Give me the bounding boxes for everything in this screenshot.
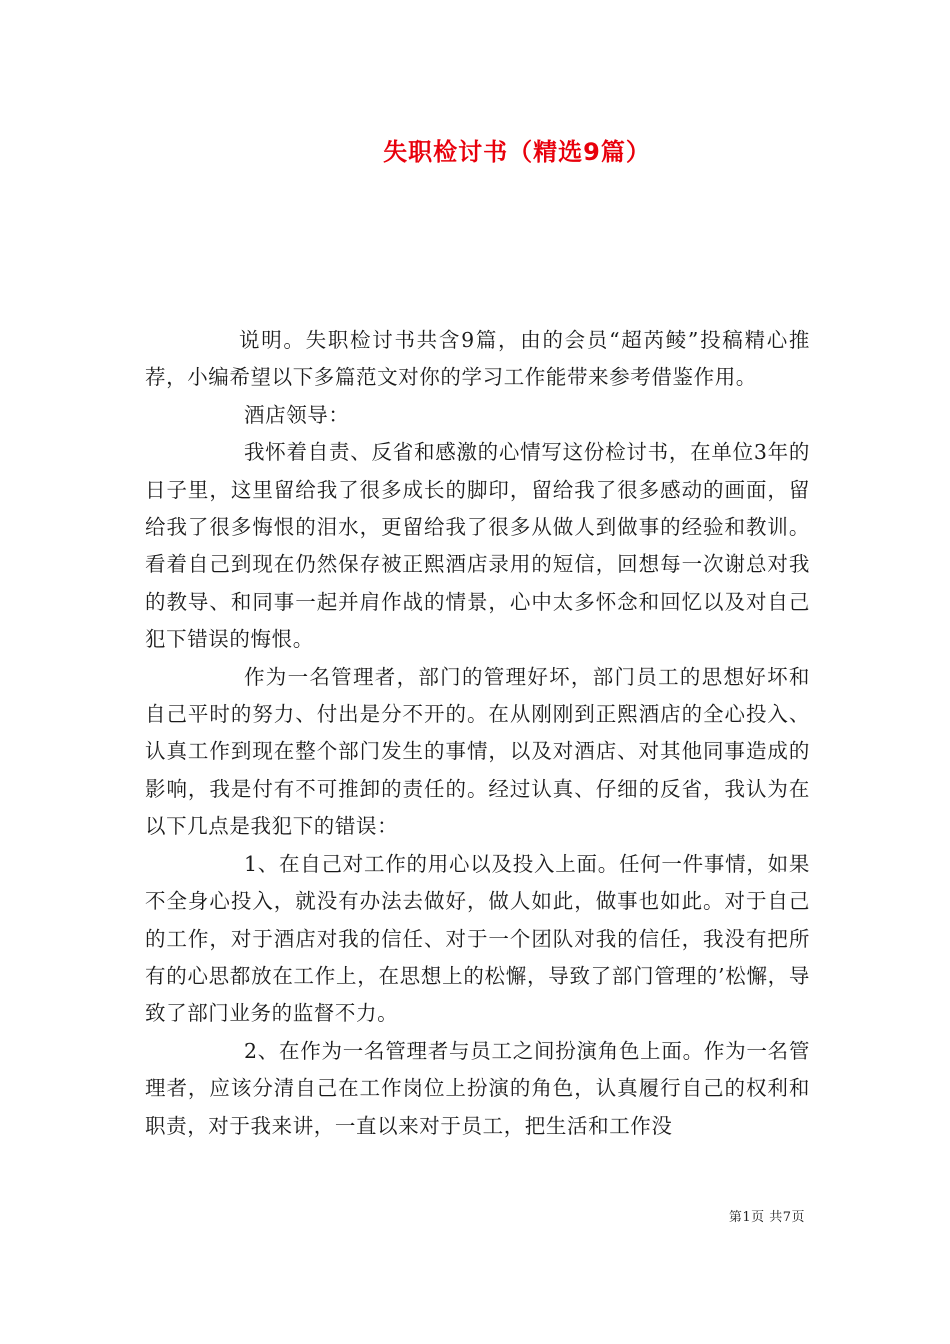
greeting-paragraph: 酒店领导： [244, 402, 350, 427]
document-body [145, 322, 810, 1145]
document-title: 失职检讨书（精选9篇） [383, 138, 651, 166]
intro-paragraph: 说明。失职检讨书共含9篇，由的会员“超芮鲮”投稿精心推荐，小编希望以下多篇范文对你的学习工作能带来参考借鉴作用。 [145, 328, 810, 390]
body-paragraph: 作为一名管理者，部门的管理好坏，部门员工的思想好坏和自己平时的努力、付出是分不开的。在从刚刚到正熙酒店的全心投入、认真工作到现在整个部门发生的事情，以及对酒店、对其他同事造成的影响，我是付有不可推卸的责任的。经过认真、仔细的反省，我认为在以下几点是我犯下的错误： [145, 664, 810, 839]
page-number: 第1页 共7页 [728, 1210, 805, 1225]
body-paragraph: 2、在作为一名管理者与员工之间扮演角色上面。作为一名管理者，应该分清自己在工作岗位上扮演的角色，认真履行自己的权利和职责，对于我来讲，一直以来对于员工，把生活和工作没 [145, 1038, 810, 1138]
body-paragraph: 我怀着自责、反省和感激的心情写这份检讨书，在单位3年的日子里，这里留给我了很多成长的脚印，留给我了很多感动的画面，留给我了很多悔恨的泪水，更留给我了很多从做人到做事的经验和教训。看着自己到现在仍然保存被正熙酒店录用的短信，回想每一次谢总对我的教导、和同事一起并肩作战的情景，心中太多怀念和回忆以及对自己犯下错误的悔恨。 [145, 440, 810, 652]
body-paragraph: 1、在自己对工作的用心以及投入上面。任何一件事情，如果不全身心投入，就没有办法去做好，做人如此，做事也如此。对于自己的工作，对于酒店对我的信任、对于一个团队对我的信任，我没有把所有的心思都放在工作上，在思想上的松懈，导致了部门管理的’松懈，导致了部门业务的监督不力。 [145, 851, 810, 1026]
